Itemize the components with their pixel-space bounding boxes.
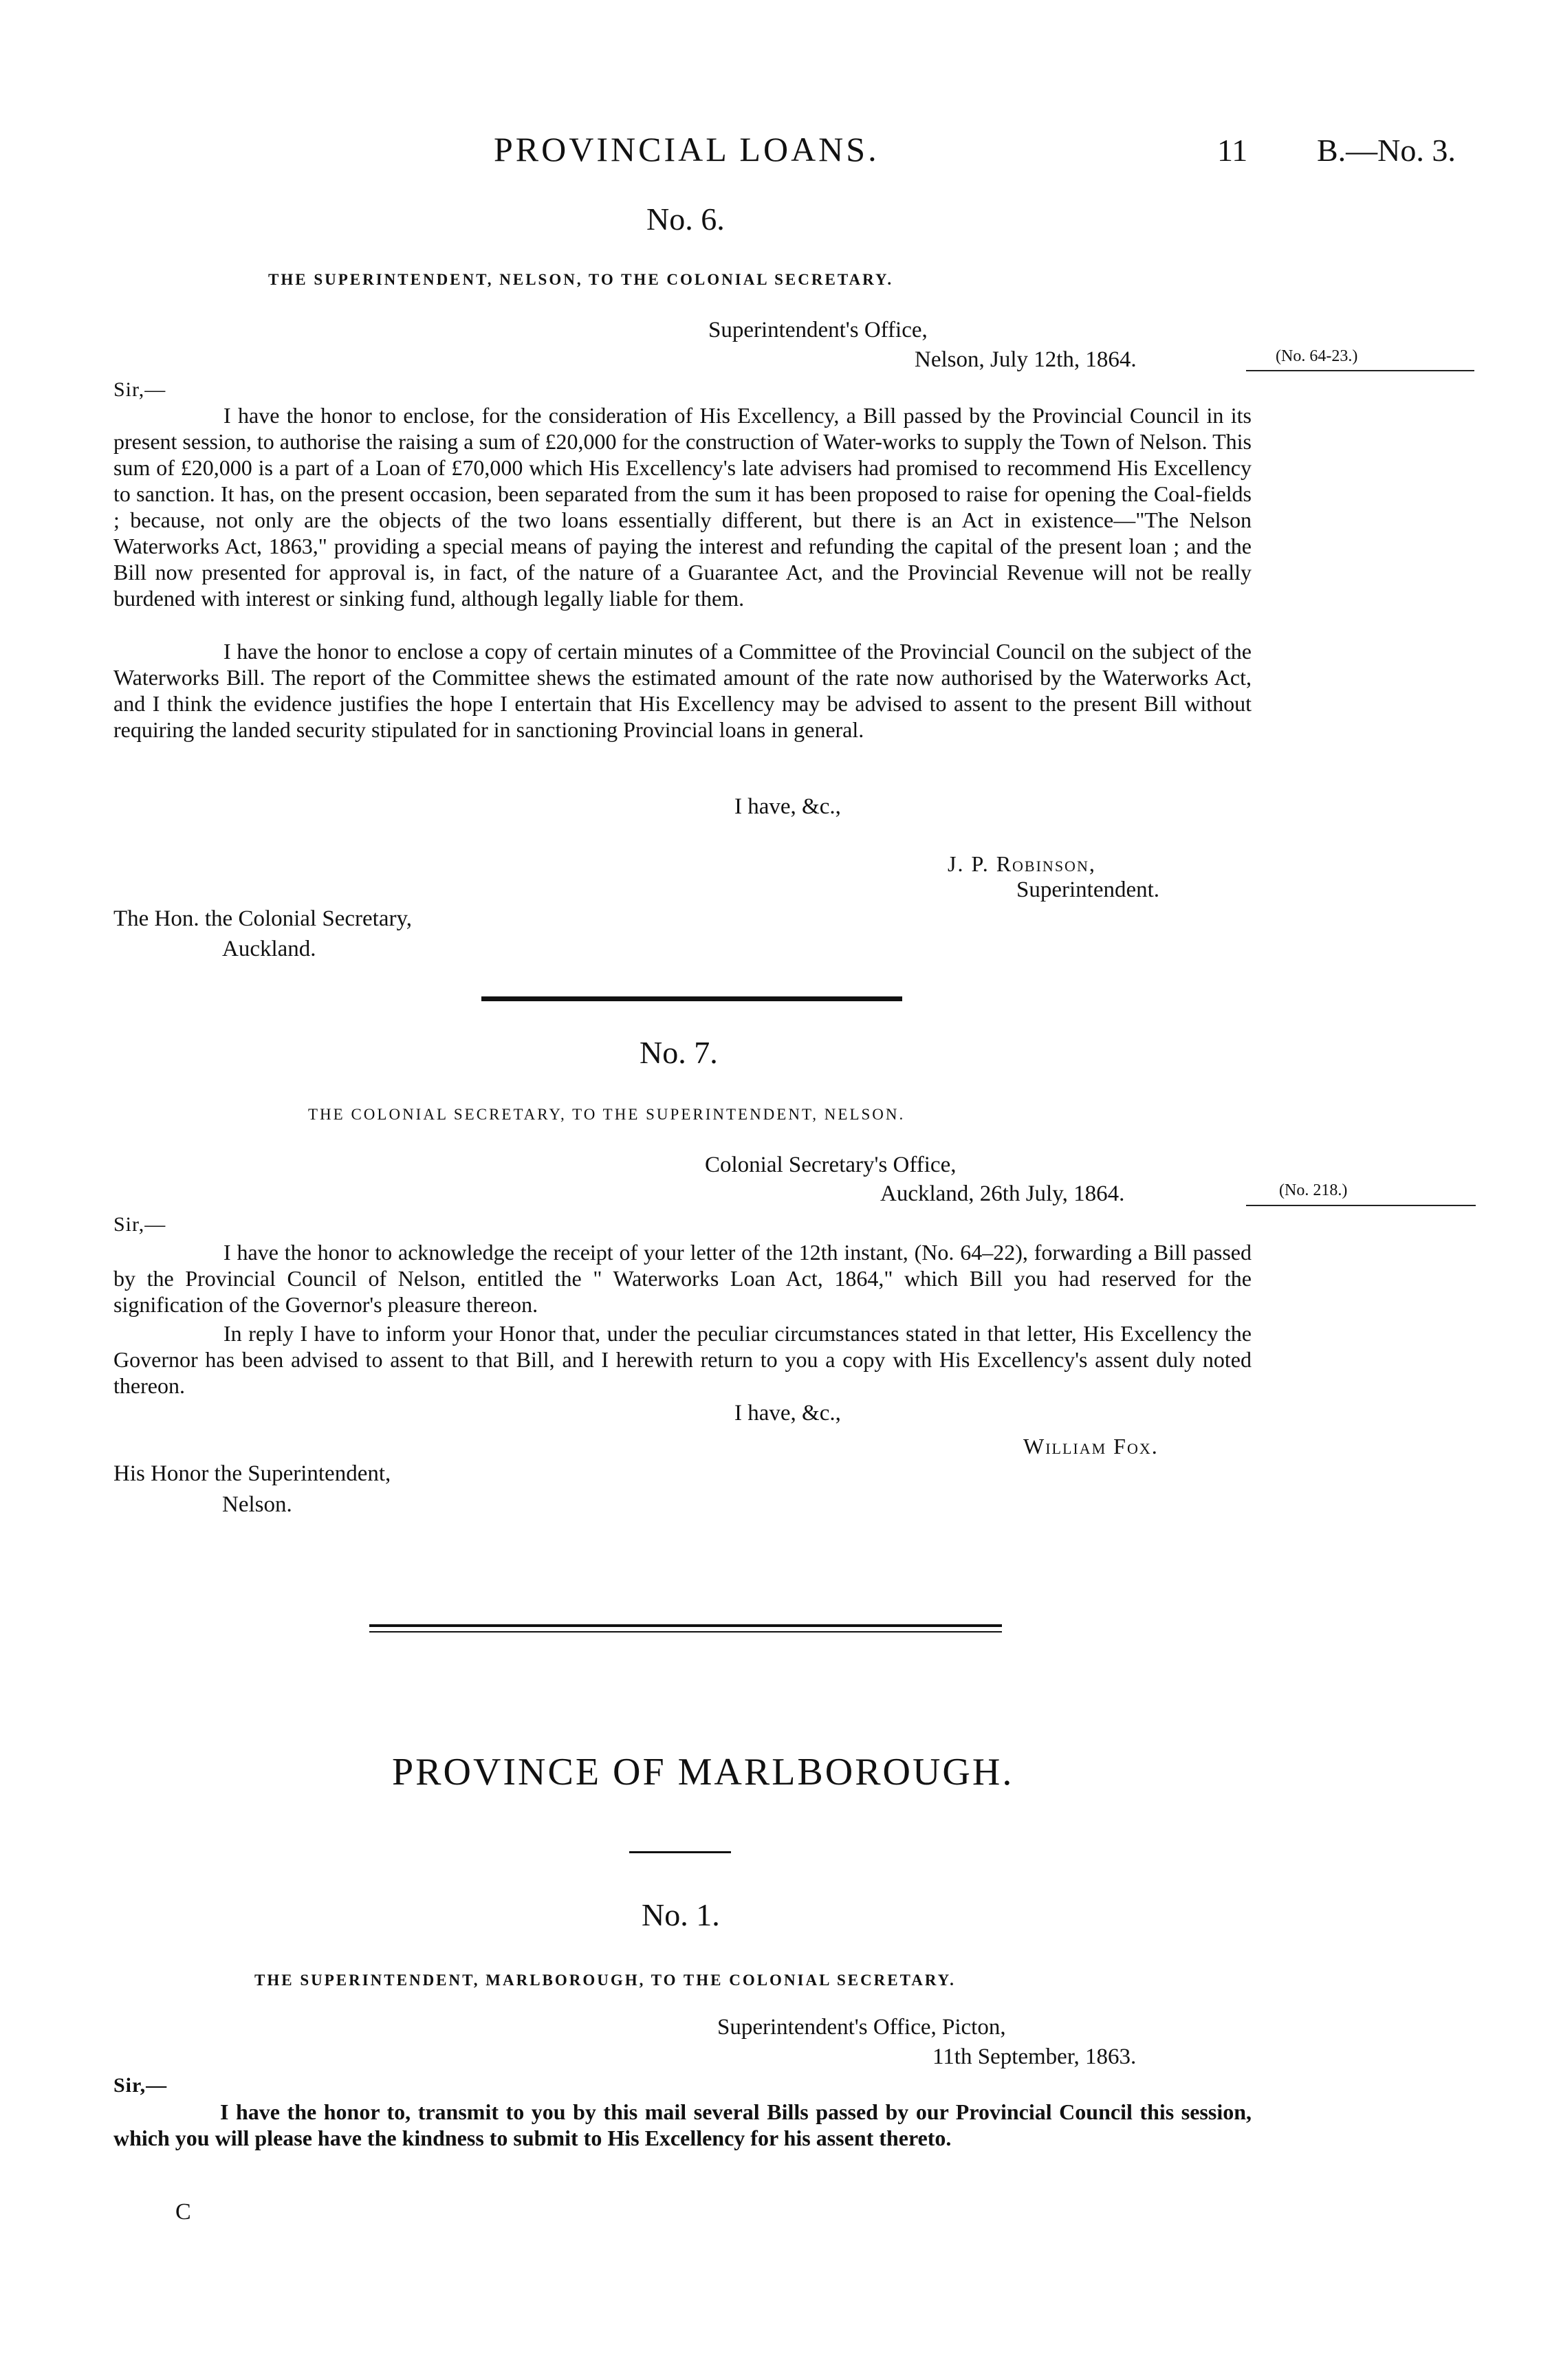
paper-reference: B.—No. 3. <box>1317 133 1456 168</box>
running-title: PROVINCIAL LOANS. <box>494 130 880 168</box>
letter-6-paragraph-2: I have the honor to enclose a copy of certain minutes of a Committee of the Provincial Council on the subject of the Waterworks Bill. The report of the Committee shews the estimated amount of the rate now authorised by the Waterworks Act, and I think the evidence justifies the hope I entertain that His Excellency may be advised to assent to the present Bill without requiring the landed security stipulated for in sanctioning Provincial loans in general. <box>113 639 1252 742</box>
province-title: PROVINCE OF MARLBOROUGH. <box>392 1751 1014 1793</box>
letter-1-salutation: Sir,— <box>113 2074 168 2097</box>
letter-1-place-line2: 11th September, 1863. <box>932 2044 1137 2069</box>
letter-6-signature-title: Superintendent. <box>1016 877 1160 902</box>
letter-6-caption: THE SUPERINTENDENT, NELSON, TO THE COLONIAL SECRETARY. <box>268 271 894 288</box>
letter-6-place-line1: Superintendent's Office, <box>708 318 928 342</box>
letter-7-margin-ref: (No. 218.) <box>1279 1181 1348 1199</box>
letter-6-paragraph-1: I have the honor to enclose, for the consideration of His Excellency, a Bill passed by the Provincial Council in its present session, to authorise the raising a sum of £20,000 for the construction of Water-works to supply the Town of Nelson. This sum of £20,000 is a part of a Loan of £70,000 which His Excellency's late advisers had promised to recommend His Excellency to sanction. It has, on the present occasion, been separated from the sum it has been proposed to raise for opening the Coal-fields ; because, not only are the objects of the two loans essentially different, but there is an Act in existence—"The Nelson Waterworks Act, 1863," providing a special means of paying the interest and refunding the capital of the present loan ; and the Bill now presented for approval is, in fact, of the nature of a Guarantee Act, and the Provincial Revenue will not be really burdened with interest or sinking fund, although legally liable for them. <box>113 403 1252 611</box>
letter-6-number: No. 6. <box>646 201 725 237</box>
letter-7-paragraph-1: I have the honor to acknowledge the receipt of your letter of the 12th instant, (No. 64–22), forwarding a Bill passed by the Provincial Council of Nelson, entitled the " Waterworks Loan Act, 1864," which Bill you had reserved for the signification of the Governor's pleasure thereon. <box>113 1240 1252 1317</box>
letter-7-signature: William Fox. <box>1023 1434 1159 1459</box>
margin-ref-rule <box>1246 1205 1476 1206</box>
letter-7-number: No. 7. <box>640 1035 718 1070</box>
letter-7-salutation: Sir,— <box>113 1213 166 1236</box>
page-number: 11 <box>1217 133 1248 168</box>
short-rule <box>629 1851 731 1853</box>
letter-7-place-line1: Colonial Secretary's Office, <box>705 1153 957 1177</box>
letter-6-margin-ref: (No. 64-23.) <box>1276 347 1358 365</box>
letter-1-paragraph-1: I have the honor to, transmit to you by this mail several Bills passed by our Provincial Council this session, which you will please have the kindness to submit to His Excellency for his assent thereto. <box>113 2099 1252 2150</box>
letter-6-addressee-line2: Auckland. <box>222 937 316 961</box>
letter-6-salutation: Sir,— <box>113 378 166 401</box>
signature-mark-letter: C <box>175 2199 191 2225</box>
letter-6-addressee-line1: The Hon. the Colonial Secretary, <box>113 906 413 931</box>
letter-1-place-line1: Superintendent's Office, Picton, <box>717 2015 1006 2040</box>
double-rule-top <box>369 1624 1002 1627</box>
letter-7-addressee-line2: Nelson. <box>222 1492 292 1517</box>
letter-7-place-line2: Auckland, 26th July, 1864. <box>880 1181 1125 1206</box>
letter-6-closing: I have, &c., <box>734 794 841 819</box>
letter-7-addressee-line1: His Honor the Superintendent, <box>113 1461 391 1486</box>
section-divider <box>481 996 902 1001</box>
double-rule-bottom <box>369 1631 1002 1633</box>
letter-7-paragraph-2: In reply I have to inform your Honor that, under the peculiar circumstances stated in that letter, His Excellency the Governor has been advised to assent to that Bill, and I herewith return to you a copy with His Excellency's assent duly noted thereon. <box>113 1321 1252 1398</box>
letter-6-place-line2: Nelson, July 12th, 1864. <box>915 347 1137 372</box>
letter-1-caption: THE SUPERINTENDENT, MARLBOROUGH, TO THE COLONIAL SECRETARY. <box>254 1972 956 1989</box>
letter-7-closing: I have, &c., <box>734 1401 841 1426</box>
letter-6-signature: J. P. Robinson, <box>948 851 1096 876</box>
margin-ref-rule <box>1246 370 1474 371</box>
letter-1-number: No. 1. <box>642 1897 720 1932</box>
letter-7-caption: THE COLONIAL SECRETARY, TO THE SUPERINTENDENT, NELSON. <box>308 1106 906 1123</box>
